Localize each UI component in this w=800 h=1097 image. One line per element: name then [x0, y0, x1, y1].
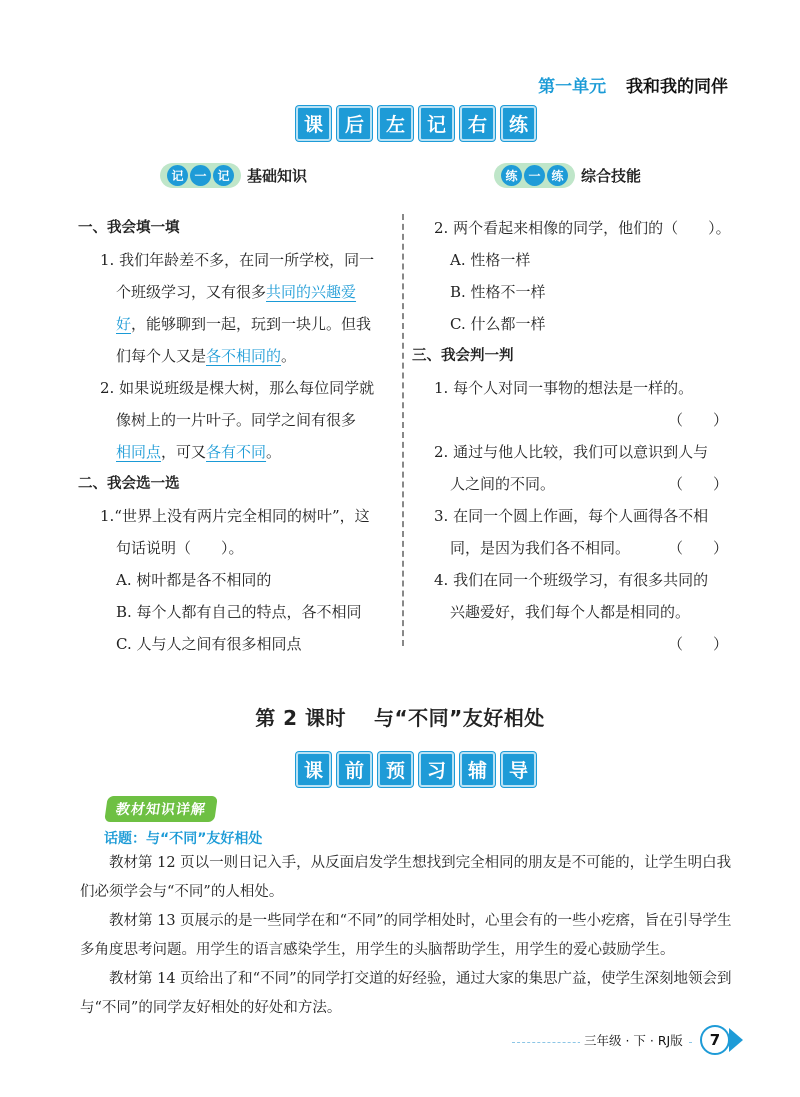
label-comprehensive-skills [494, 163, 641, 188]
label-pill [160, 163, 241, 188]
pill-char: 练 [547, 165, 568, 186]
answer-blank: 相同点 [116, 443, 162, 461]
option-a: A. 树叶都是各不相同的 [116, 571, 272, 589]
banner-tile: 左 [378, 106, 413, 141]
banner-tile: 习 [419, 752, 454, 787]
banner-preview [296, 752, 536, 787]
text: 个班级学习，又有很多 [116, 283, 267, 301]
unit-header [538, 72, 728, 97]
section-title-choose: 二、我会选一选 [78, 476, 180, 492]
unit-number: 第一单元 [538, 77, 607, 97]
option-c: C. 人与人之间有很多相同点 [116, 635, 302, 653]
textbook-ribbon [106, 796, 216, 822]
question-line [78, 276, 396, 308]
question-line: 4. 我们在同一个班级学习，有很多共同的 [434, 571, 709, 589]
text: ，可又 [161, 443, 207, 461]
question-line: 像树上的一片叶子。同学之间有很多 [116, 411, 357, 429]
question-line: 句话说明（ ）。 [116, 539, 244, 557]
paragraph: 教材第 12 页以一则日记入手，从反面启发学生想找到完全相同的朋友是不可能的，让学生明白我们必须学会与“不同”的人相处。 [80, 855, 732, 900]
question-line: 1.“世界上没有两片完全相同的树叶”，这 [100, 507, 370, 525]
footer-grade: 三年级 · 下 · RJ版 [580, 1031, 687, 1049]
answer-blank: 各有不同 [206, 443, 267, 461]
label-pill [494, 163, 575, 188]
question-line: 1. 我们年龄差不多，在同一所学校，同一 [100, 251, 375, 269]
pill-char: 练 [501, 165, 522, 186]
text: 。 [266, 443, 282, 461]
page-arrow-icon [729, 1028, 743, 1052]
banner-tile: 课 [296, 106, 331, 141]
section-title-judge: 三、我会判一判 [412, 348, 514, 364]
question-line: 3. 在同一个圆上作画，每个人画得各不相 [434, 507, 709, 525]
answer-blank: 各不相同的 [206, 347, 282, 365]
banner-tile: 练 [501, 106, 536, 141]
option-c: C. 什么都一样 [450, 315, 546, 333]
banner-tile: 右 [460, 106, 495, 141]
right-column [412, 212, 742, 660]
option-b: B. 每个人都有自己的特点，各不相同 [116, 603, 362, 621]
question-line [78, 340, 396, 372]
pill-char: 记 [213, 165, 234, 186]
ribbon-label: 教材知识详解 [104, 796, 218, 822]
text: 人之间的不同。 [450, 475, 556, 493]
pill-char: 记 [167, 165, 188, 186]
column-divider [402, 214, 404, 646]
question-line [78, 308, 396, 340]
banner-tile: 后 [337, 106, 372, 141]
banner-tile: 辅 [460, 752, 495, 787]
left-column [78, 212, 396, 660]
text: 们每个人又是 [116, 347, 207, 365]
question-line: 2. 通过与他人比较，我们可以意识到人与 [434, 443, 709, 461]
banner-after-class [296, 106, 536, 141]
unit-title: 我和我的同伴 [626, 77, 728, 97]
text: 同，是因为我们各不相同。 [450, 539, 631, 557]
answer-blank: 好 [116, 315, 132, 333]
paragraph: 教材第 14 页给出了和“不同”的同学打交道的好经验，通过大家的集思广益，使学生深刻地领会到与“不同”的同学友好相处的好处和方法。 [80, 971, 732, 1016]
answer-paren: （ ） [667, 411, 728, 429]
question-line [78, 436, 396, 468]
text: ，能够聊到一起，玩到一块儿。但我 [131, 315, 372, 333]
answer-paren: （ ） [667, 539, 728, 557]
label-basic-knowledge [160, 163, 307, 188]
question-line [412, 532, 742, 564]
option-a: A. 性格一样 [450, 251, 531, 269]
banner-tile: 前 [337, 752, 372, 787]
section-title-fill: 一、我会填一填 [78, 220, 180, 236]
topic-heading: 话题：与“不同”友好相处 [104, 831, 263, 847]
pill-char: 一 [524, 165, 545, 186]
lesson-title: 第 2 课时 与“不同”友好相处 [255, 706, 545, 730]
banner-tile: 预 [378, 752, 413, 787]
label-text: 综合技能 [581, 167, 642, 185]
answer-blank: 共同的兴趣爱 [266, 283, 357, 301]
banner-tile: 导 [501, 752, 536, 787]
paragraph: 教材第 13 页展示的是一些同学在和“不同”的同学相处时，心里会有的一些小疙瘩，旨在引导学生多角度思考问题。用学生的语言感染学生，用学生的头脑帮助学生，用学生的爱心鼓励学生。 [80, 913, 732, 958]
option-b: B. 性格不一样 [450, 283, 546, 301]
question-line: 兴趣爱好，我们每个人都是相同的。 [450, 603, 691, 621]
page-number: 7 [700, 1025, 730, 1055]
question-line [412, 468, 742, 500]
pill-char: 一 [190, 165, 211, 186]
label-text: 基础知识 [247, 167, 308, 185]
question-line: 2. 两个看起来相像的同学，他们的（ ）。 [434, 219, 731, 237]
question-line: 1. 每个人对同一事物的想法是一样的。 [434, 379, 694, 397]
question-line: 2. 如果说班级是棵大树，那么每位同学就 [100, 379, 375, 397]
answer-paren: （ ） [667, 635, 728, 653]
answer-paren: （ ） [667, 475, 728, 493]
text: 。 [281, 347, 297, 365]
banner-tile: 课 [296, 752, 331, 787]
banner-tile: 记 [419, 106, 454, 141]
